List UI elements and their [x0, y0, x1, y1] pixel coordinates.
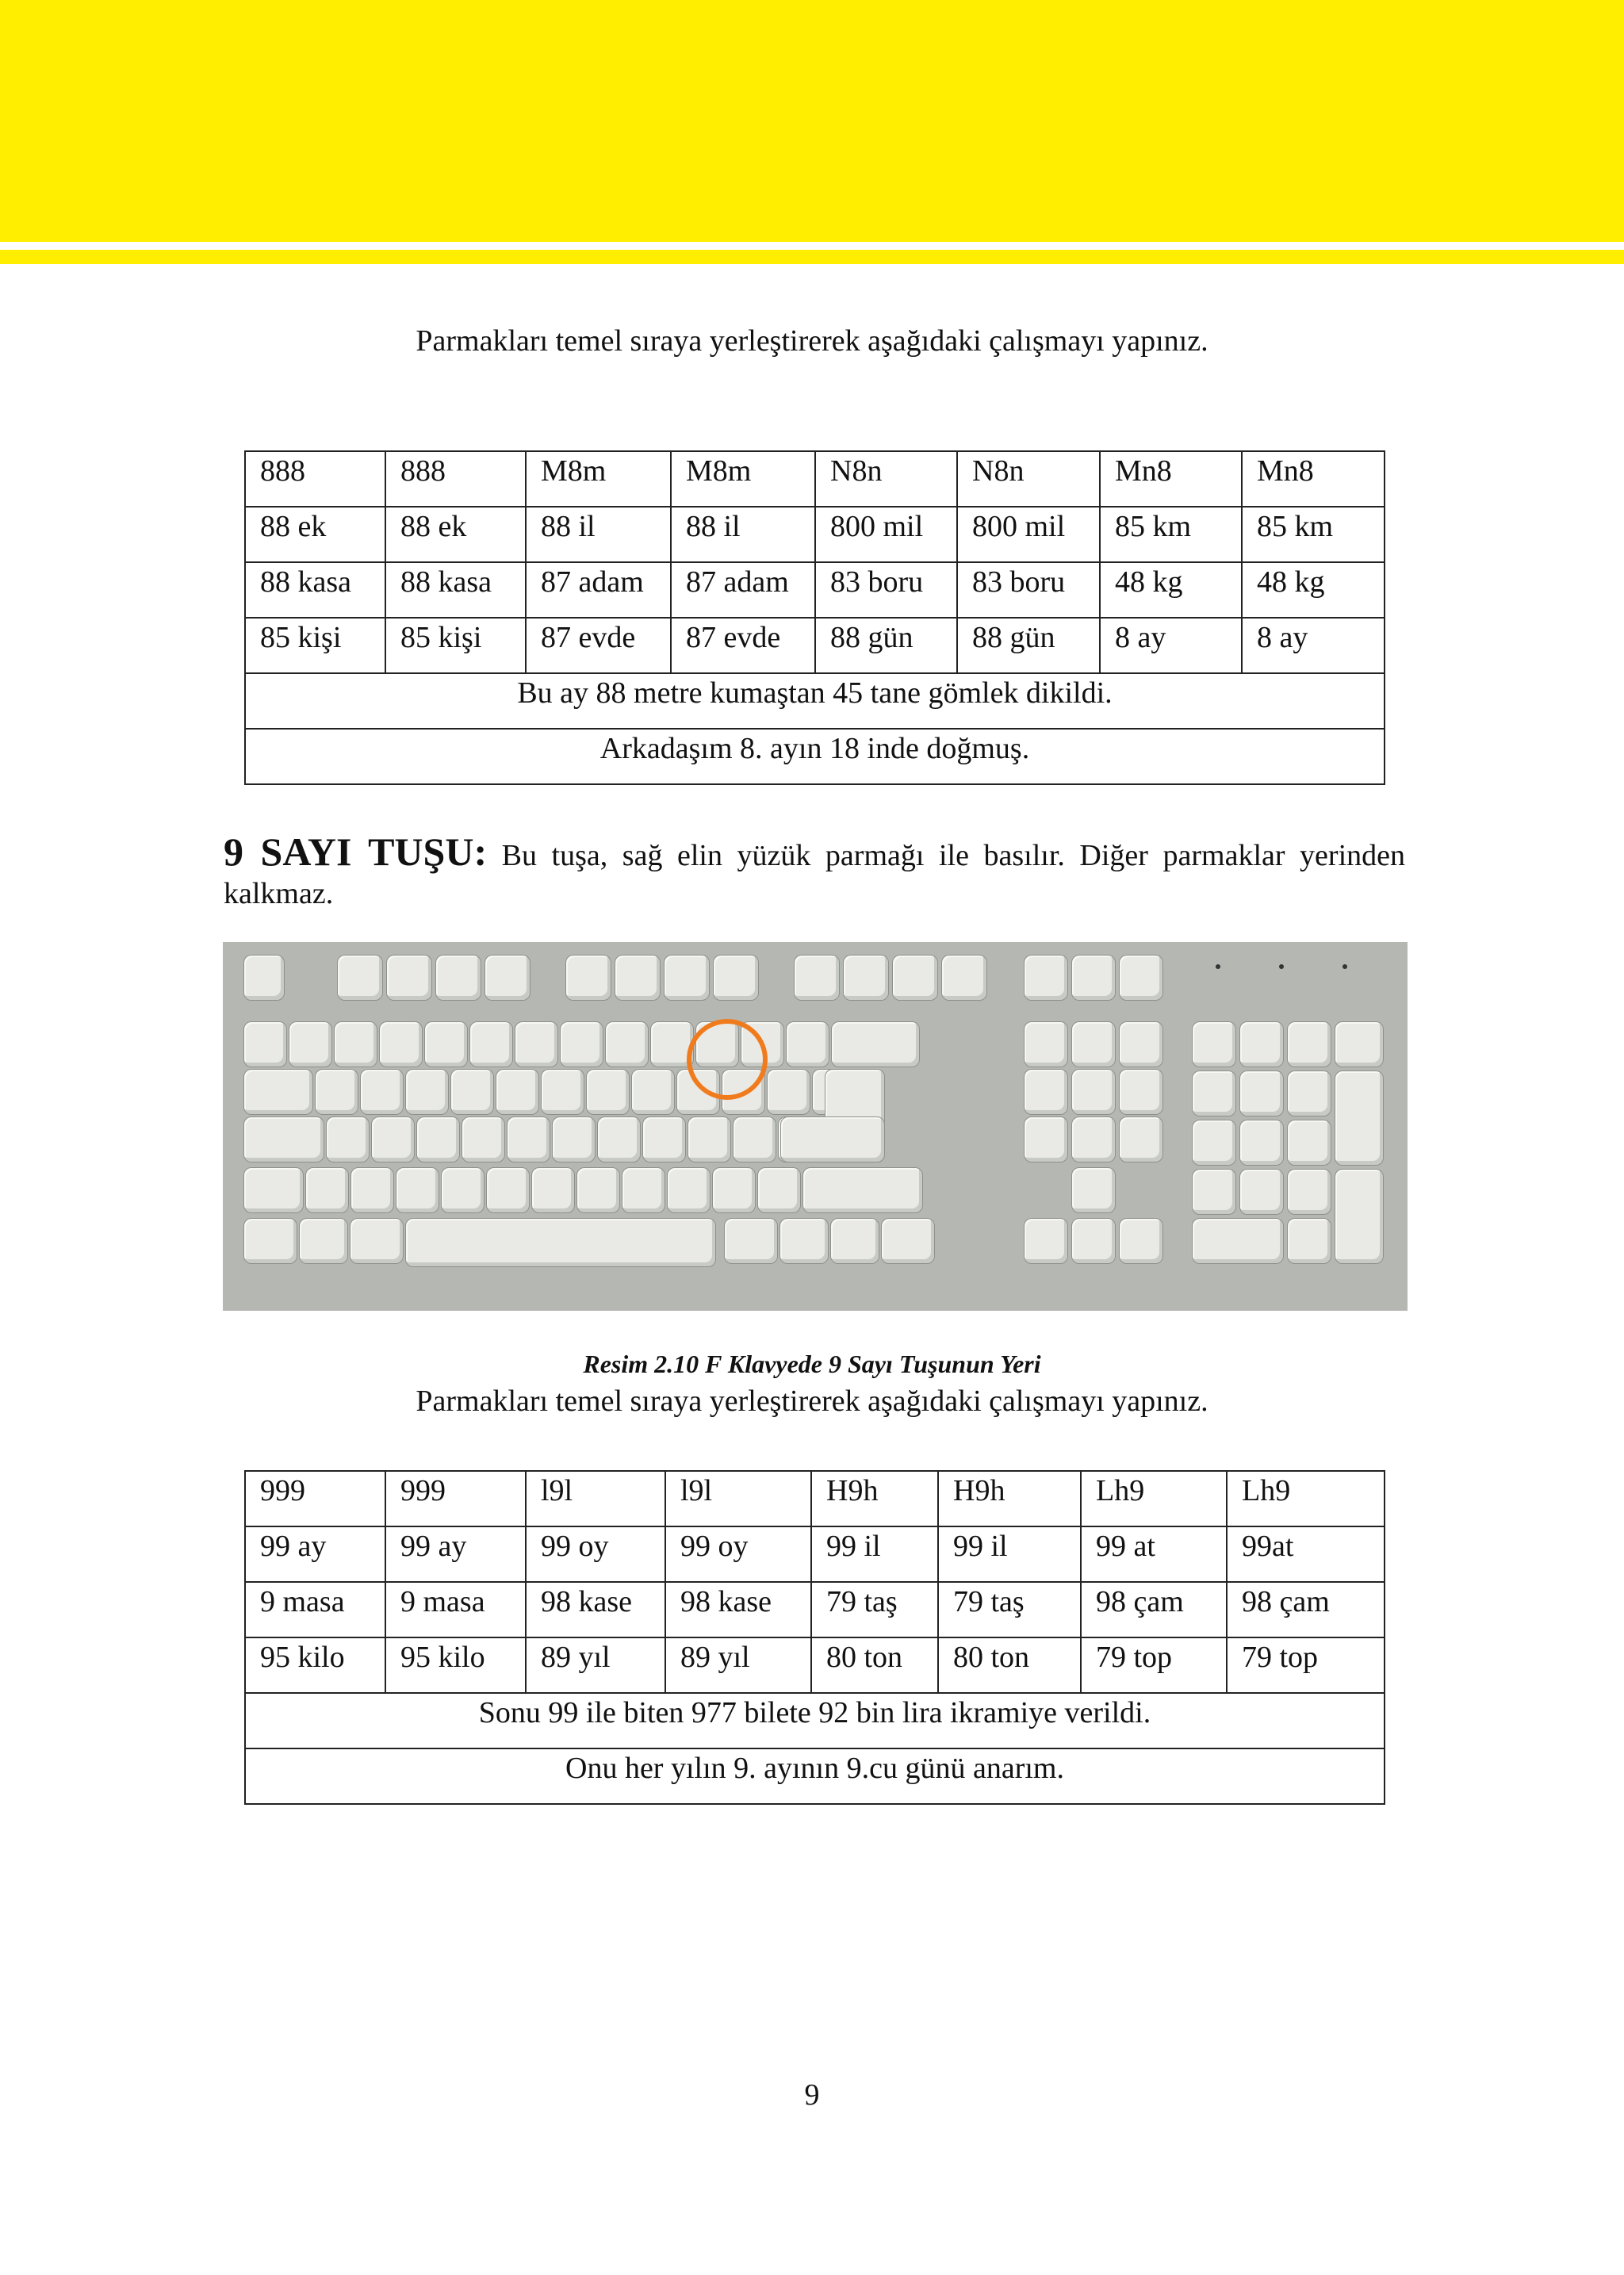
keyboard-key	[1192, 1218, 1284, 1264]
keyboard-key	[802, 1167, 923, 1213]
keyboard-key	[350, 1167, 394, 1213]
table-row	[245, 1693, 1385, 1748]
table-cell: 888	[385, 451, 526, 507]
keyboard-key	[515, 1021, 558, 1067]
keyboard-key	[1024, 1116, 1068, 1162]
keyboard-key	[1192, 1021, 1236, 1067]
table-cell: 98 kase	[526, 1582, 665, 1637]
keyboard-key	[1024, 955, 1068, 1001]
table-cell: 800 mil	[957, 507, 1100, 562]
keyboard-key	[541, 1069, 584, 1115]
table-cell: 99 at	[1081, 1526, 1227, 1582]
table-cell: 99at	[1227, 1526, 1385, 1582]
keyboard-key	[1192, 1169, 1236, 1215]
keyboard-key	[831, 1021, 920, 1067]
table-cell: 79 taş	[811, 1582, 938, 1637]
table-cell: 9 masa	[385, 1582, 526, 1637]
table-cell: 87 evde	[671, 618, 815, 673]
keyboard-key	[243, 1116, 324, 1162]
table-row	[245, 729, 1385, 784]
practice-table-2	[244, 1470, 1385, 1805]
highlight-circle	[687, 1019, 768, 1100]
keyboard-key	[1024, 1021, 1068, 1067]
keyboard-key	[757, 1167, 801, 1213]
table-cell: 99 oy	[665, 1526, 811, 1582]
keyboard-key	[243, 1218, 297, 1264]
keyboard-key	[631, 1069, 675, 1115]
keyboard-key	[386, 955, 432, 1001]
keyboard-key	[1287, 1218, 1331, 1264]
keyboard-key	[326, 1116, 370, 1162]
keyboard-key	[881, 1218, 935, 1264]
keyboard-key	[605, 1021, 649, 1067]
page-number: 9	[804, 2078, 820, 2112]
table-cell: 88 il	[671, 507, 815, 562]
table-cell: M8m	[526, 451, 671, 507]
table-cell: 88 gün	[957, 618, 1100, 673]
keyboard-key	[622, 1167, 665, 1213]
keyboard-key	[1024, 1218, 1068, 1264]
keyboard-key	[1071, 1167, 1116, 1213]
keyboard-key	[892, 955, 938, 1001]
instruction-text: Parmakları temel sıraya yerleştirerek aşağıdaki çalışmayı yapınız.	[416, 324, 1208, 358]
keyboard-key	[1239, 1021, 1284, 1067]
keyboard-key	[486, 1167, 530, 1213]
keyboard-photo	[223, 942, 1408, 1311]
keyboard-key	[560, 1021, 603, 1067]
keyboard-key	[1335, 1021, 1384, 1067]
table-cell: 79 top	[1081, 1637, 1227, 1693]
keyboard-key	[396, 1167, 439, 1213]
keyboard-key	[243, 1021, 287, 1067]
keyboard-key	[576, 1167, 620, 1213]
table-cell: 79 taş	[938, 1582, 1081, 1637]
table-row	[245, 673, 1385, 729]
keyboard-key	[462, 1116, 505, 1162]
table-cell: 999	[245, 1471, 385, 1526]
table-cell: 85 kişi	[245, 618, 385, 673]
section-text: Bu tuşa, sağ elin yüzük parmağı ile basılır. Diğer parmaklar yerinden kalkmaz.	[224, 839, 1406, 910]
keyboard-key	[334, 1021, 377, 1067]
keyboard-key	[615, 955, 661, 1001]
keyboard-key	[1335, 1169, 1384, 1264]
table-cell: 48 kg	[1242, 562, 1385, 618]
table-cell: l9l	[526, 1471, 665, 1526]
keyboard-key	[1024, 1069, 1068, 1115]
keyboard-key	[1287, 1070, 1331, 1116]
keyboard-key	[305, 1167, 349, 1213]
table-cell: 99 il	[811, 1526, 938, 1582]
table-cell: 95 kilo	[385, 1637, 526, 1693]
table-cell: Lh9	[1227, 1471, 1385, 1526]
keyboard-key	[299, 1218, 348, 1264]
table-cell: 9 masa	[245, 1582, 385, 1637]
table-row	[245, 1471, 1385, 1526]
table-cell: Mn8	[1100, 451, 1242, 507]
keyboard-image	[223, 942, 1408, 1311]
table-cell: Mn8	[1242, 451, 1385, 507]
status-led	[1342, 964, 1347, 969]
keyboard-key	[779, 1218, 829, 1264]
section-heading: 9 SAYI TUŞU:	[224, 829, 488, 874]
keyboard-key	[843, 955, 889, 1001]
table-cell: 98 kase	[665, 1582, 811, 1637]
table-cell: 87 adam	[671, 562, 815, 618]
keyboard-key	[469, 1021, 513, 1067]
status-led	[1279, 964, 1284, 969]
keyboard-key	[713, 955, 759, 1001]
table-cell: 88 ek	[385, 507, 526, 562]
keyboard-key	[830, 1218, 879, 1264]
keyboard-key	[424, 1021, 468, 1067]
table-row	[245, 562, 1385, 618]
keyboard-key	[1119, 1116, 1163, 1162]
table-row	[245, 1637, 1385, 1693]
table-cell: 8 ay	[1242, 618, 1385, 673]
keyboard-key	[552, 1116, 596, 1162]
table-row	[245, 1582, 1385, 1637]
table-cell: 99 oy	[526, 1526, 665, 1582]
table-cell: M8m	[671, 451, 815, 507]
keyboard-key	[1119, 1218, 1163, 1264]
table-cell: l9l	[665, 1471, 811, 1526]
keyboard-key	[733, 1116, 776, 1162]
keyboard-key	[642, 1116, 686, 1162]
keyboard-key	[1071, 1218, 1116, 1264]
status-led	[1216, 964, 1220, 969]
keyboard-key	[586, 1069, 630, 1115]
keyboard-key	[496, 1069, 539, 1115]
table-cell: 98 çam	[1227, 1582, 1385, 1637]
table-cell: 888	[245, 451, 385, 507]
keyboard-key	[405, 1069, 449, 1115]
keyboard-key	[1239, 1169, 1284, 1215]
keyboard-key	[786, 1021, 829, 1067]
keyboard-key	[337, 955, 383, 1001]
table-cell: 99 ay	[385, 1526, 526, 1582]
keyboard-key	[1071, 955, 1116, 1001]
table-cell: 83 boru	[815, 562, 957, 618]
keyboard-key	[243, 1069, 313, 1115]
keyboard-key	[1287, 1169, 1331, 1215]
keyboard-key	[379, 1021, 423, 1067]
keyboard-key	[712, 1167, 756, 1213]
table-cell: 79 top	[1227, 1637, 1385, 1693]
section-9-key	[224, 829, 1406, 913]
keyboard-key	[767, 1069, 810, 1115]
table-cell: 87 adam	[526, 562, 671, 618]
keyboard-key	[507, 1116, 550, 1162]
header-banner	[0, 0, 1624, 242]
table-cell: 88 ek	[245, 507, 385, 562]
table-cell: 99 il	[938, 1526, 1081, 1582]
keyboard-key	[1192, 1120, 1236, 1166]
keyboard-key	[289, 1021, 332, 1067]
practice-table-1	[244, 450, 1385, 785]
table-cell: 87 evde	[526, 618, 671, 673]
table-cell: H9h	[811, 1471, 938, 1526]
sentence-cell: Sonu 99 ile biten 977 bilete 92 bin lira ikramiye verildi.	[245, 1693, 1385, 1748]
table-cell: 85 km	[1100, 507, 1242, 562]
table-cell: 48 kg	[1100, 562, 1242, 618]
keyboard-key	[1192, 1070, 1236, 1116]
sentence-cell: Arkadaşım 8. ayın 18 inde doğmuş.	[245, 729, 1385, 784]
table-cell: 800 mil	[815, 507, 957, 562]
keyboard-key	[1239, 1070, 1284, 1116]
keyboard-key	[416, 1116, 460, 1162]
table-cell: 88 kasa	[385, 562, 526, 618]
table-cell: 85 kişi	[385, 618, 526, 673]
table-cell: H9h	[938, 1471, 1081, 1526]
table-cell: 98 çam	[1081, 1582, 1227, 1637]
keyboard-key	[350, 1218, 404, 1264]
keyboard-key	[1119, 1069, 1163, 1115]
table-cell: 8 ay	[1100, 618, 1242, 673]
keyboard-key	[941, 955, 987, 1001]
table-cell: 89 yıl	[526, 1637, 665, 1693]
keyboard-key	[1071, 1021, 1116, 1067]
table-row	[245, 618, 1385, 673]
keyboard-key	[450, 1069, 494, 1115]
keyboard-key	[315, 1069, 358, 1115]
keyboard-key	[1287, 1021, 1331, 1067]
keyboard-key	[794, 955, 840, 1001]
sentence-cell: Bu ay 88 metre kumaştan 45 tane gömlek dikildi.	[245, 673, 1385, 729]
header-stripe	[0, 250, 1624, 264]
keyboard-key	[360, 1069, 404, 1115]
keyboard-key	[724, 1218, 778, 1264]
table-row	[245, 451, 1385, 507]
keyboard-key	[1071, 1116, 1116, 1162]
table-row	[245, 507, 1385, 562]
table-cell: 88 gün	[815, 618, 957, 673]
keyboard-key	[1287, 1120, 1331, 1166]
table-cell: 85 km	[1242, 507, 1385, 562]
figure-caption: Resim 2.10 F Klavyede 9 Sayı Tuşunun Yeri	[583, 1350, 1041, 1378]
table-cell: 99 ay	[245, 1526, 385, 1582]
table-cell: N8n	[815, 451, 957, 507]
keyboard-key	[1071, 1069, 1116, 1115]
keyboard-key	[688, 1116, 731, 1162]
keyboard-key	[667, 1167, 710, 1213]
table-cell: 80 ton	[938, 1637, 1081, 1693]
keyboard-key	[441, 1167, 485, 1213]
sentence-cell: Onu her yılın 9. ayının 9.cu günü anarım.	[245, 1748, 1385, 1804]
keyboard-key	[1335, 1070, 1384, 1166]
keyboard-key	[1239, 1120, 1284, 1166]
table-cell: 88 il	[526, 507, 671, 562]
table-cell: 83 boru	[957, 562, 1100, 618]
instruction-text-2: Parmakları temel sıraya yerleştirerek aşağıdaki çalışmayı yapınız.	[416, 1385, 1208, 1418]
keyboard-key	[565, 955, 611, 1001]
keyboard-key	[780, 1116, 885, 1162]
table-cell: 95 kilo	[245, 1637, 385, 1693]
table-cell: 88 kasa	[245, 562, 385, 618]
keyboard-key	[1119, 1021, 1163, 1067]
table-cell: 89 yıl	[665, 1637, 811, 1693]
table-cell: 999	[385, 1471, 526, 1526]
keyboard-key	[597, 1116, 641, 1162]
keyboard-key	[371, 1116, 415, 1162]
keyboard-key	[531, 1167, 575, 1213]
keyboard-key	[405, 1218, 716, 1267]
table-row	[245, 1526, 1385, 1582]
table-cell: N8n	[957, 451, 1100, 507]
keyboard-key	[243, 1167, 304, 1213]
table-row	[245, 1748, 1385, 1804]
table-cell: 80 ton	[811, 1637, 938, 1693]
keyboard-key	[1119, 955, 1163, 1001]
keyboard-key	[485, 955, 530, 1001]
keyboard-key	[435, 955, 481, 1001]
keyboard-key	[243, 955, 285, 1001]
keyboard-key	[664, 955, 710, 1001]
table-cell: Lh9	[1081, 1471, 1227, 1526]
